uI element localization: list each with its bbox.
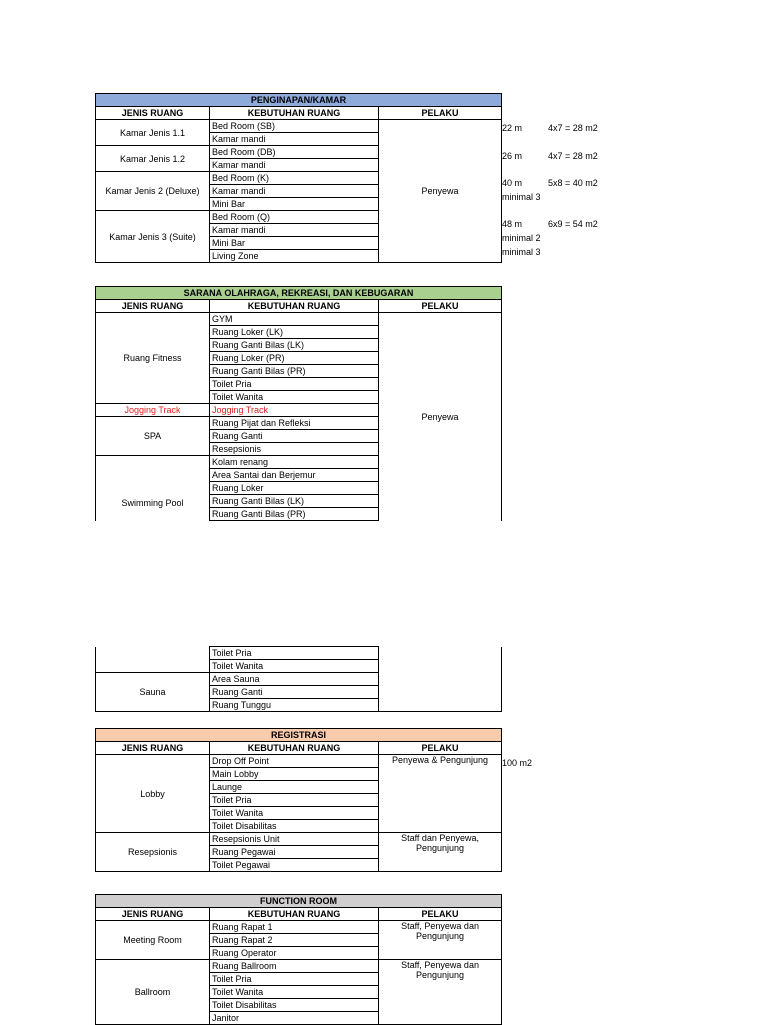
kebutuhan-cell: Toilet Wanita: [210, 807, 379, 820]
area-note: minimal 3: [502, 192, 541, 202]
kebutuhan-cell: Ruang Ganti Bilas (LK): [210, 339, 379, 352]
kebutuhan-cell: Toilet Pria: [210, 794, 379, 807]
table-olahraga-continued: [95, 646, 502, 712]
table-row: [96, 313, 502, 326]
jenis-cell: Meeting Room: [96, 921, 210, 960]
area-note: 40 m: [502, 178, 523, 188]
jenis-cell: Resepsionis: [96, 833, 210, 872]
kebutuhan-cell: Drop Off Point: [210, 755, 379, 768]
kebutuhan-cell: Mini Bar: [210, 237, 379, 250]
jenis-cell-continued: [96, 647, 210, 673]
area-note: 5x8 = 40 m2: [548, 178, 598, 188]
jenis-cell: Ruang Fitness: [96, 313, 210, 404]
kebutuhan-cell: GYM: [210, 313, 379, 326]
area-note: 4x7 = 28 m2: [548, 123, 598, 133]
kebutuhan-cell: Kamar mandi: [210, 224, 379, 237]
kebutuhan-cell: Kolam renang: [210, 456, 379, 469]
kebutuhan-cell: Resepsionis: [210, 443, 379, 456]
area-note: 48 m: [502, 219, 523, 229]
kebutuhan-cell: Kamar mandi: [210, 159, 379, 172]
pelaku-cell: Staff, Penyewa dan Pengunjung: [379, 921, 502, 960]
kebutuhan-cell: Toilet Disabilitas: [210, 999, 379, 1012]
kebutuhan-cell: Ruang Rapat 1: [210, 921, 379, 934]
table-olahraga: [95, 286, 502, 521]
kebutuhan-cell: Bed Room (Q): [210, 211, 379, 224]
pelaku-cell: Penyewa: [379, 120, 502, 263]
table-title: FUNCTION ROOM: [96, 895, 502, 908]
kebutuhan-cell: Toilet Pria: [210, 647, 379, 660]
kebutuhan-cell: Bed Room (DB): [210, 146, 379, 159]
kebutuhan-cell: Jogging Track: [210, 404, 379, 417]
table-row: [96, 647, 502, 660]
pelaku-cell: Staff, Penyewa dan Pengunjung: [379, 960, 502, 1025]
kebutuhan-cell: Toilet Wanita: [210, 391, 379, 404]
pelaku-cell: Penyewa: [379, 313, 502, 521]
kebutuhan-cell: Ruang Ganti: [210, 686, 379, 699]
kebutuhan-cell: Ruang Loker: [210, 482, 379, 495]
table-header-row: [96, 742, 502, 755]
kebutuhan-cell: Bed Room (SB): [210, 120, 379, 133]
kebutuhan-cell: Main Lobby: [210, 768, 379, 781]
table-title: PENGINAPAN/KAMAR: [96, 94, 502, 107]
jenis-cell: Sauna: [96, 673, 210, 712]
kebutuhan-cell: Ruang Ballroom: [210, 960, 379, 973]
header-kebutuhan: KEBUTUHAN RUANG: [210, 300, 379, 313]
kebutuhan-cell: Resepsionis Unit: [210, 833, 379, 846]
table-title: REGISTRASI: [96, 729, 502, 742]
table-registrasi: [95, 728, 502, 872]
kebutuhan-cell: Kamar mandi: [210, 185, 379, 198]
pelaku-cell-continued: [379, 647, 502, 712]
kebutuhan-cell: Toilet Pegawai: [210, 859, 379, 872]
area-note: 26 m: [502, 151, 523, 161]
table-title-row: [96, 287, 502, 300]
header-jenis: JENIS RUANG: [96, 908, 210, 921]
table-penginapan: [95, 93, 502, 263]
area-note: minimal 3: [502, 247, 541, 257]
header-kebutuhan: KEBUTUHAN RUANG: [210, 742, 379, 755]
kebutuhan-cell: Ruang Loker (LK): [210, 326, 379, 339]
kebutuhan-cell: Launge: [210, 781, 379, 794]
header-kebutuhan: KEBUTUHAN RUANG: [210, 107, 379, 120]
table-title-row: [96, 729, 502, 742]
header-pelaku: PELAKU: [379, 300, 502, 313]
area-note: 4x7 = 28 m2: [548, 151, 598, 161]
kebutuhan-cell: Ruang Pijat dan Refleksi: [210, 417, 379, 430]
table-row: [96, 833, 502, 846]
kebutuhan-cell: Living Zone: [210, 250, 379, 263]
area-note: 22 m: [502, 123, 523, 133]
header-pelaku: PELAKU: [379, 908, 502, 921]
kebutuhan-cell: Ruang Tunggu: [210, 699, 379, 712]
kebutuhan-cell: Mini Bar: [210, 198, 379, 211]
kebutuhan-cell: Ruang Ganti Bilas (LK): [210, 495, 379, 508]
kebutuhan-cell: Area Sauna: [210, 673, 379, 686]
jenis-cell: Jogging Track: [96, 404, 210, 417]
table-row: [96, 960, 502, 973]
jenis-cell: Swimming Pool: [96, 456, 210, 521]
table-header-row: [96, 908, 502, 921]
kebutuhan-cell: Toilet Disabilitas: [210, 820, 379, 833]
table-function-room: [95, 894, 502, 1025]
jenis-cell: Kamar Jenis 2 (Deluxe): [96, 172, 210, 211]
kebutuhan-cell: Ruang Ganti Bilas (PR): [210, 365, 379, 378]
jenis-cell: Kamar Jenis 1.1: [96, 120, 210, 146]
header-pelaku: PELAKU: [379, 742, 502, 755]
kebutuhan-cell: Ruang Loker (PR): [210, 352, 379, 365]
jenis-cell: SPA: [96, 417, 210, 456]
kebutuhan-cell: Toilet Wanita: [210, 986, 379, 999]
area-note: minimal 2: [502, 233, 541, 243]
kebutuhan-cell: Toilet Pria: [210, 973, 379, 986]
kebutuhan-cell: Ruang Pegawai: [210, 846, 379, 859]
header-kebutuhan: KEBUTUHAN RUANG: [210, 908, 379, 921]
table-header-row: [96, 107, 502, 120]
area-note: 100 m2: [502, 758, 533, 768]
table-title: SARANA OLAHRAGA, REKREASI, DAN KEBUGARAN: [96, 287, 502, 300]
header-pelaku: PELAKU: [379, 107, 502, 120]
kebutuhan-cell: Kamar mandi: [210, 133, 379, 146]
kebutuhan-cell: Janitor: [210, 1012, 379, 1025]
kebutuhan-cell: Ruang Operator: [210, 947, 379, 960]
pelaku-cell: Staff dan Penyewa, Pengunjung: [379, 833, 502, 872]
table-row: [96, 921, 502, 934]
jenis-cell: Kamar Jenis 1.2: [96, 146, 210, 172]
table-row: [96, 755, 502, 768]
header-jenis: JENIS RUANG: [96, 300, 210, 313]
jenis-cell: Kamar Jenis 3 (Suite): [96, 211, 210, 263]
table-row: [96, 120, 502, 133]
kebutuhan-cell: Bed Room (K): [210, 172, 379, 185]
kebutuhan-cell: Area Santai dan Berjemur: [210, 469, 379, 482]
kebutuhan-cell: Toilet Pria: [210, 378, 379, 391]
header-jenis: JENIS RUANG: [96, 107, 210, 120]
table-title-row: [96, 895, 502, 908]
area-note: 6x9 = 54 m2: [548, 219, 598, 229]
header-jenis: JENIS RUANG: [96, 742, 210, 755]
kebutuhan-cell: Ruang Ganti: [210, 430, 379, 443]
jenis-cell: Ballroom: [96, 960, 210, 1025]
jenis-cell: Lobby: [96, 755, 210, 833]
kebutuhan-cell: Ruang Rapat 2: [210, 934, 379, 947]
kebutuhan-cell: Toilet Wanita: [210, 660, 379, 673]
kebutuhan-cell: Ruang Ganti Bilas (PR): [210, 508, 379, 521]
table-header-row: [96, 300, 502, 313]
pelaku-cell: Penyewa & Pengunjung: [379, 755, 502, 833]
table-title-row: [96, 94, 502, 107]
